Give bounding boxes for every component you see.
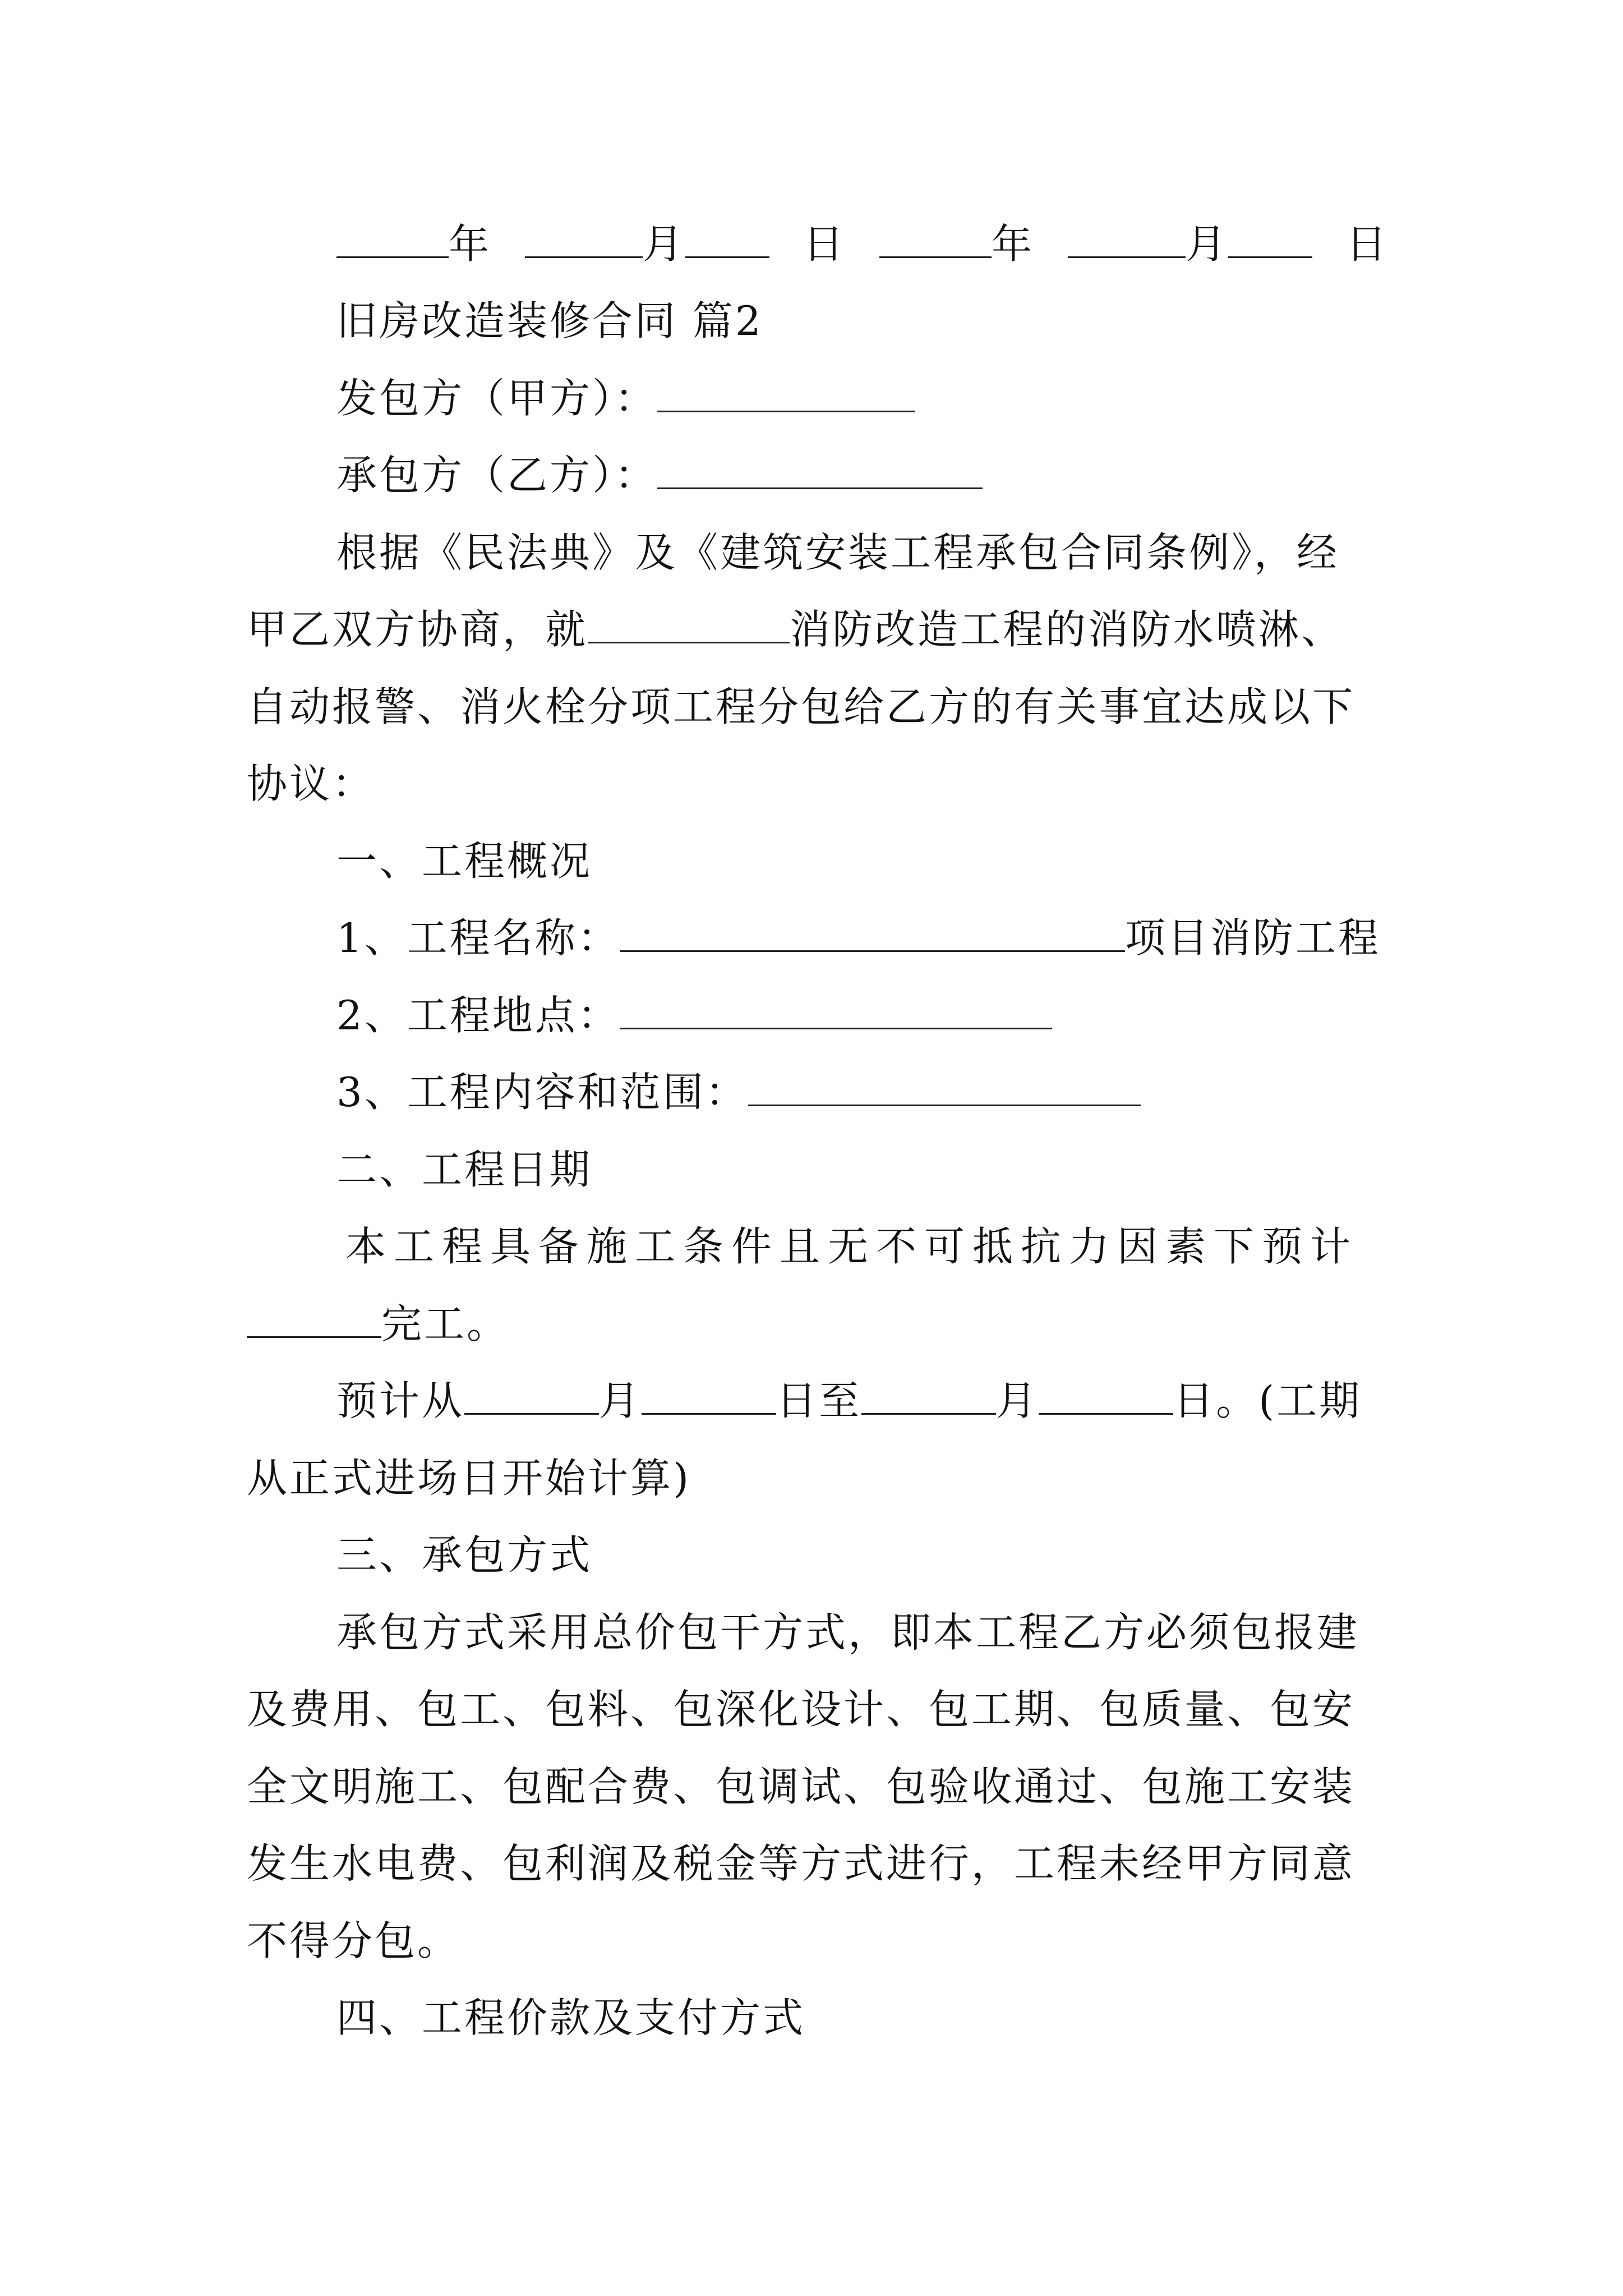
date-line [336, 216, 1389, 272]
contract-title: 旧房改造装修合同 篇2 [336, 297, 763, 344]
blank [748, 1070, 1141, 1106]
month-label: 月 [599, 1377, 642, 1424]
item-project-scope [336, 1064, 1141, 1120]
intro-line-4: 协议： [247, 760, 375, 807]
blank [1039, 1378, 1173, 1415]
blank [1228, 222, 1312, 258]
item-project-location [336, 987, 1052, 1043]
contract-method-line-3: 全文明施工、包配合费、包调试、包验收通过、包施工安装 [247, 1763, 1355, 1810]
intro-line-1: 根据《民法典》及《建筑安装工程承包合同条例》，经 [336, 529, 1340, 576]
section-1-heading: 一、工程概况 [336, 838, 593, 885]
intro-text: 消防改造工程的消防水喷淋、 [790, 606, 1344, 653]
contract-method-line-5: 不得分包。 [247, 1917, 460, 1964]
intro-text: 甲乙双方协商，就 [247, 606, 588, 653]
blank [657, 453, 983, 489]
blank [464, 1378, 599, 1415]
day-label: 日 [1346, 220, 1389, 268]
intro-line-3: 自动报警、消火栓分项工程分包给乙方的有关事宜达成以下 [247, 683, 1355, 730]
blank [247, 1301, 381, 1338]
contract-method-line-4: 发生水电费、包利润及税金等方式进行，工程未经甲方同意 [247, 1840, 1355, 1887]
year-label: 年 [992, 220, 1035, 268]
month-label: 月 [643, 220, 686, 268]
blank [620, 915, 1125, 952]
blank [1068, 222, 1186, 258]
year-label: 年 [449, 220, 492, 268]
section-3-heading: 三、承包方式 [336, 1531, 593, 1579]
party-b-line [336, 447, 983, 503]
blank [642, 1378, 776, 1415]
blank [588, 607, 790, 643]
section-2-heading: 二、工程日期 [336, 1146, 593, 1193]
schedule-text: 完工。 [381, 1300, 510, 1347]
party-a-label: 发包方（甲方）： [336, 375, 658, 422]
schedule-line-2 [247, 1296, 509, 1352]
item-suffix: 项目消防工程 [1124, 914, 1381, 961]
blank [657, 376, 915, 412]
schedule-line-1: 本工程具备施工条件且无不可抵抗力因素下预计 [345, 1223, 1359, 1270]
month-label: 月 [1186, 220, 1229, 268]
blank [525, 222, 643, 258]
item-project-name [336, 910, 1381, 966]
blank [336, 222, 449, 258]
contract-method-line-1: 承包方式采用总价包干方式，即本工程乙方必须包报建 [336, 1609, 1360, 1656]
schedule-text: 预计从 [336, 1377, 465, 1424]
month-label: 月 [996, 1377, 1039, 1424]
party-b-label: 承包方（乙方）： [336, 452, 658, 499]
blank [879, 222, 992, 258]
section-4-heading: 四、工程价款及支付方式 [336, 1994, 806, 2041]
day-label: 日。(工期 [1173, 1377, 1362, 1424]
blank [620, 993, 1052, 1029]
blank [685, 222, 769, 258]
contract-method-line-2: 及费用、包工、包料、包深化设计、包工期、包质量、包安 [247, 1686, 1355, 1733]
item-label: 1、工程名称： [336, 914, 620, 961]
blank [861, 1378, 996, 1415]
item-label: 2、工程地点： [336, 992, 620, 1039]
day-label: 日 [803, 220, 846, 268]
intro-line-2 [247, 601, 1344, 657]
schedule-period-line [336, 1373, 1362, 1429]
item-label: 3、工程内容和范围： [336, 1069, 748, 1116]
day-label: 日至 [776, 1377, 862, 1424]
party-a-line [336, 370, 915, 426]
schedule-period-line-2: 从正式进场日开始计算) [247, 1455, 691, 1502]
